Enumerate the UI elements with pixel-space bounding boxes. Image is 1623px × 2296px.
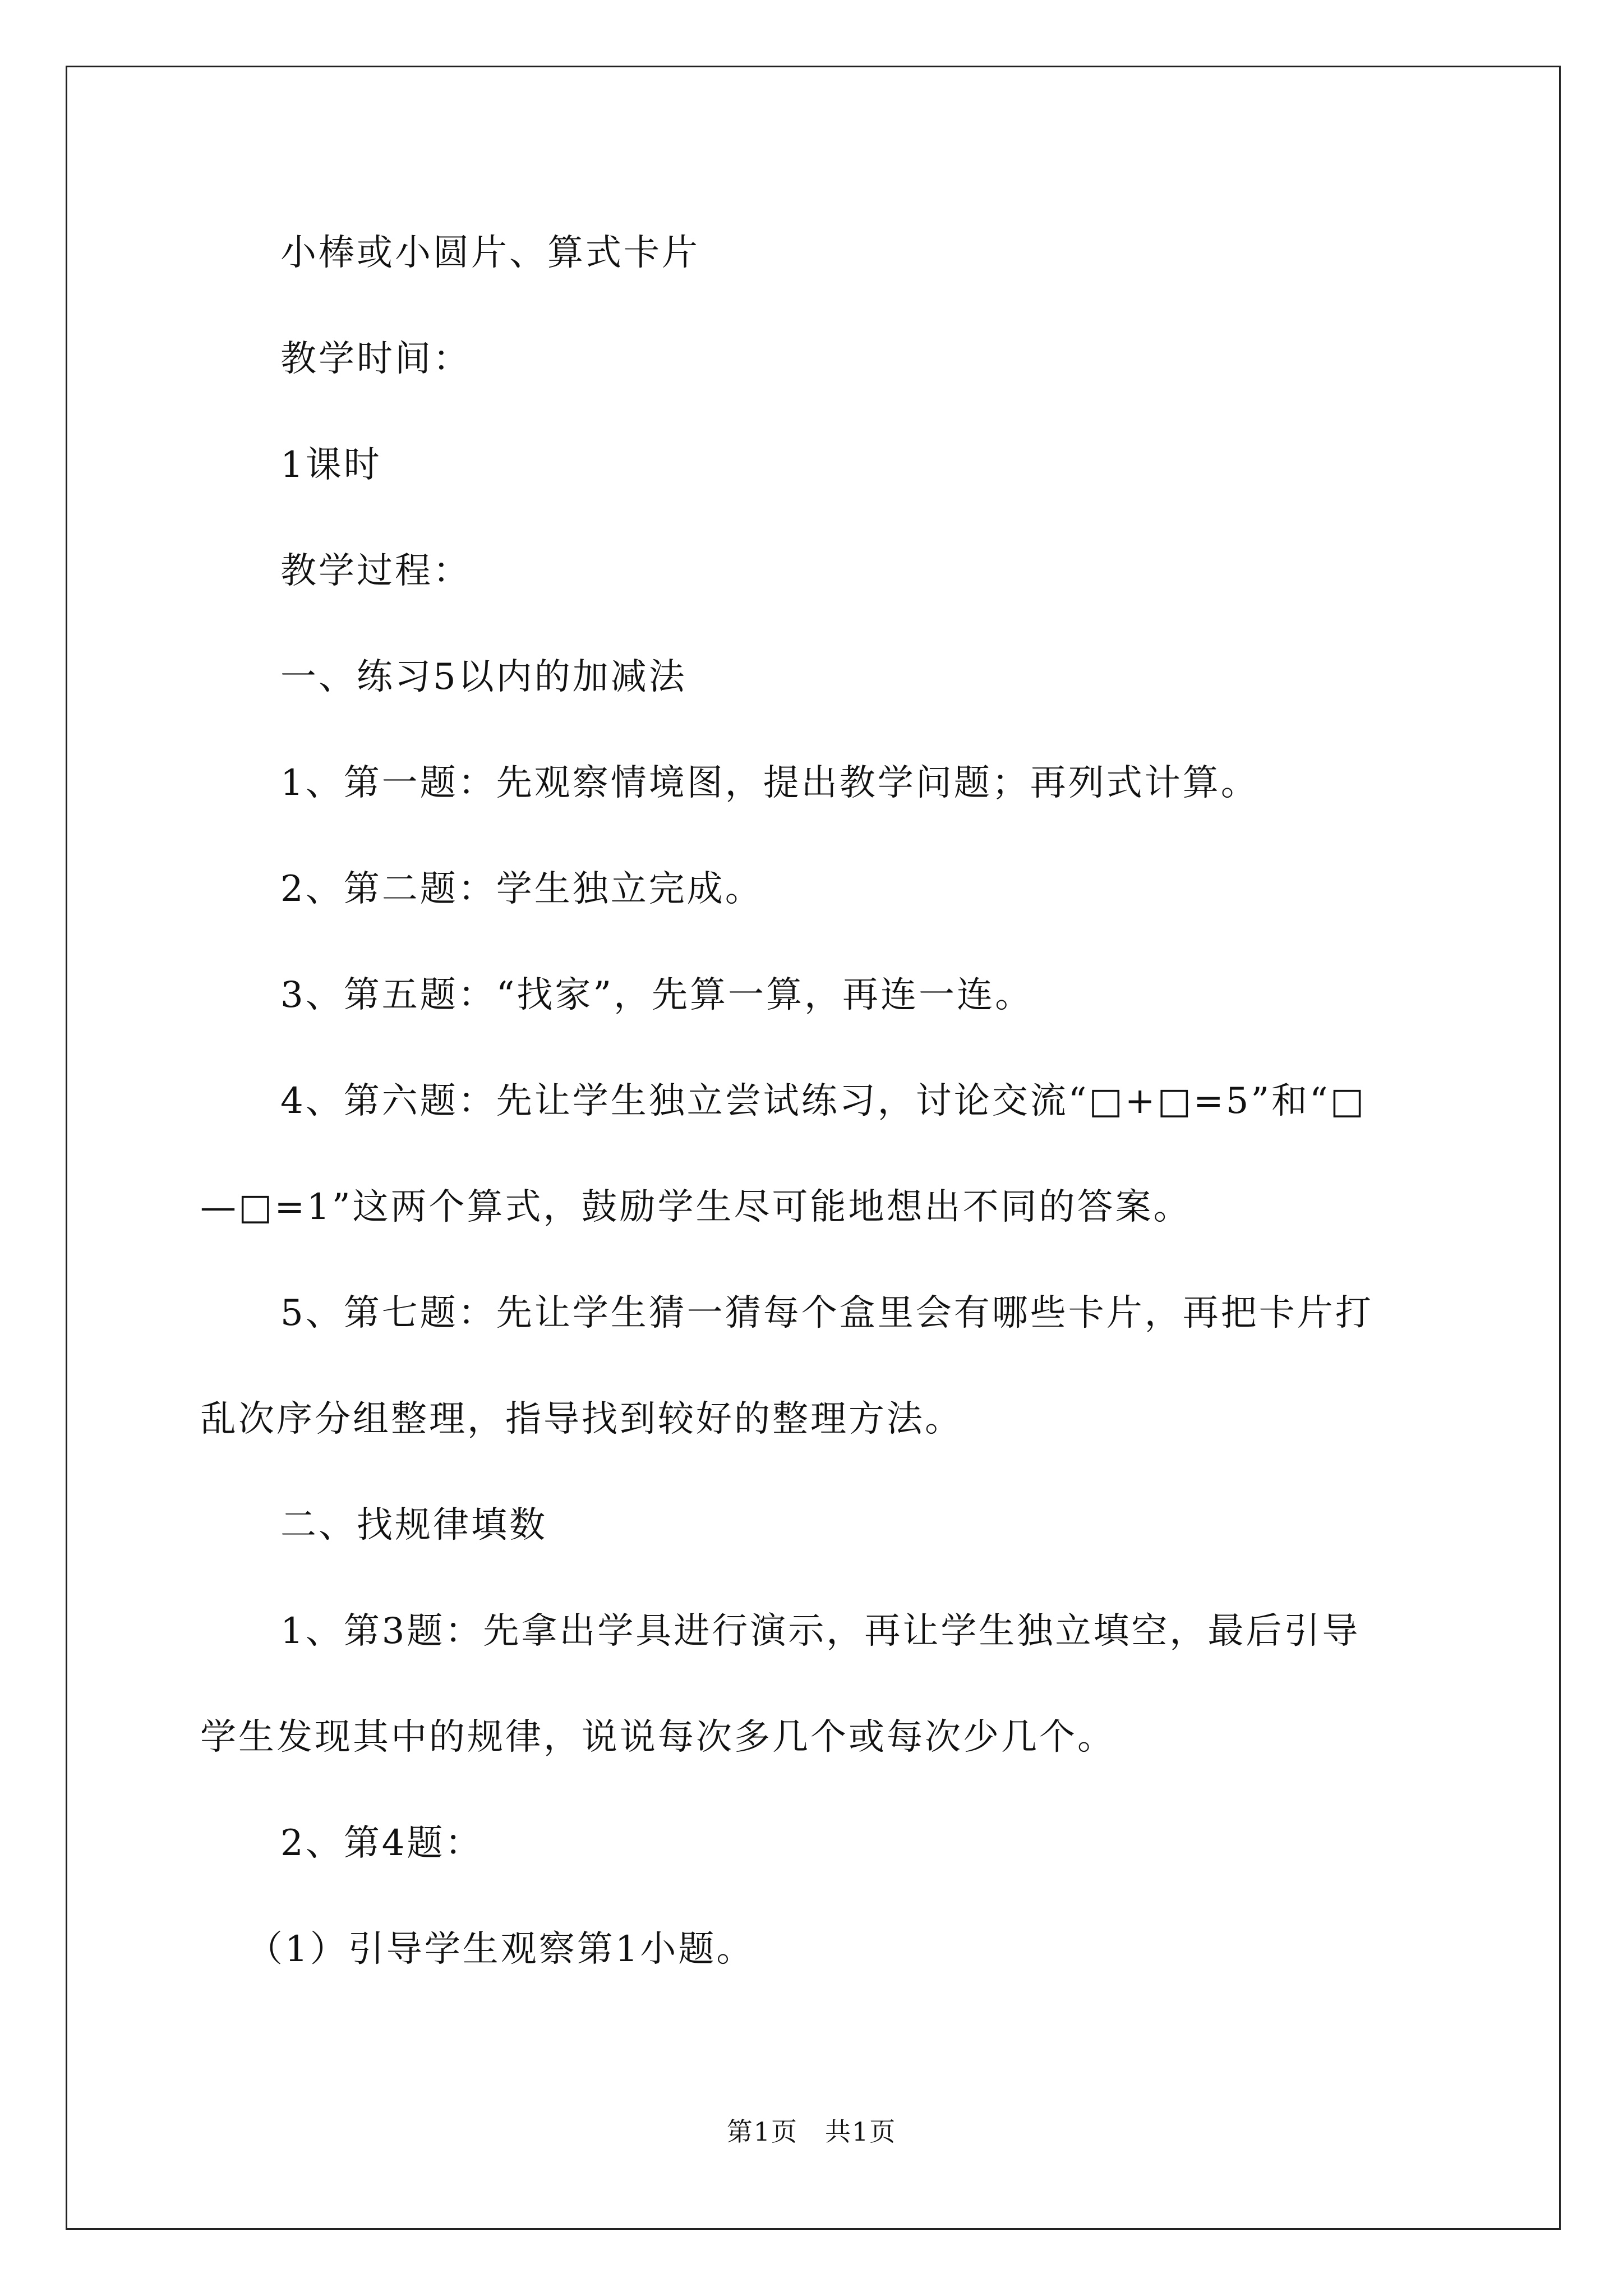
paragraph-8: 3、第五题：“找家”，先算一算，再连一连。 — [280, 974, 1034, 1016]
page-border — [66, 66, 1561, 2230]
paragraph-10: —□=1”这两个算式，鼓励学生尽可能地想出不同的答案。 — [200, 1186, 1192, 1228]
paragraph-5: 一、练习5以内的加减法 — [280, 656, 687, 698]
paragraph-16: 2、第4题： — [280, 1823, 483, 1864]
paragraph-13: 二、找规律填数 — [280, 1504, 547, 1546]
paragraph-3: 1课时 — [280, 444, 382, 486]
paragraph-2: 教学时间： — [280, 338, 471, 380]
page-footer: 第1页 共1页 — [726, 2116, 897, 2147]
paragraph-9: 4、第六题：先让学生独立尝试练习，讨论交流“□+□=5”和“□ — [280, 1080, 1367, 1122]
paragraph-6: 1、第一题：先观察情境图，提出教学问题；再列式计算。 — [280, 762, 1259, 804]
paragraph-1: 小棒或小圆片、算式卡片 — [280, 232, 700, 274]
paragraph-15: 学生发现其中的规律，说说每次多几个或每次少几个。 — [200, 1717, 1115, 1758]
paragraph-4: 教学过程： — [280, 550, 471, 592]
paragraph-14: 1、第3题：先拿出学具进行演示，再让学生独立填空，最后引导 — [280, 1611, 1361, 1652]
paragraph-7: 2、第二题：学生独立完成。 — [280, 868, 763, 910]
paragraph-12: 乱次序分组整理，指导找到较好的整理方法。 — [200, 1398, 963, 1440]
paragraph-17: （1）引导学生观察第1小题。 — [247, 1929, 755, 1970]
paragraph-11: 5、第七题：先让学生猜一猜每个盒里会有哪些卡片，再把卡片打 — [280, 1292, 1373, 1334]
